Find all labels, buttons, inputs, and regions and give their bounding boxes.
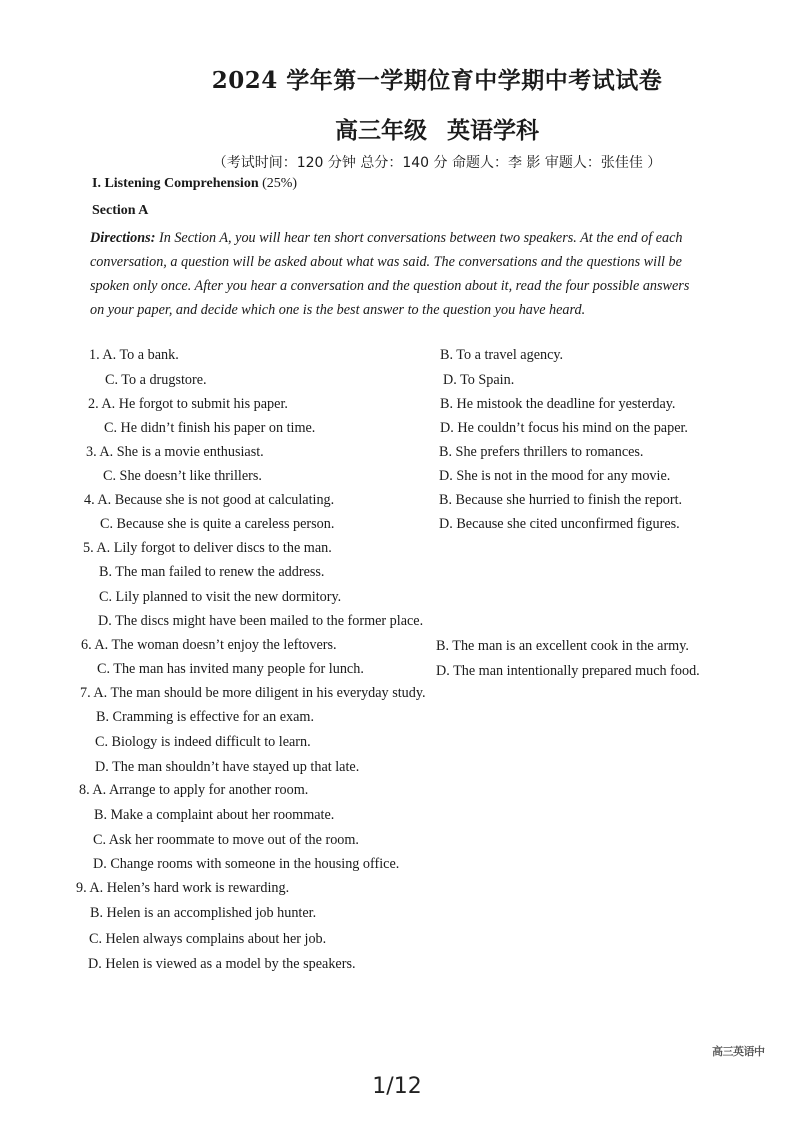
q3-option-b: B. She prefers thrillers to romances. bbox=[439, 444, 644, 460]
q8-option-b: B. Make a complaint about her roommate. bbox=[94, 807, 335, 823]
q4-option-b: B. Because she hurried to finish the report. bbox=[439, 492, 683, 508]
q2-option-b: B. He mistook the deadline for yesterday. bbox=[440, 396, 676, 412]
exam-title: 2024 学年第一学期位育中学期中考试试卷 bbox=[211, 67, 663, 94]
subject-label: 英语学科 bbox=[447, 117, 539, 144]
q2-option-a: 2. A. He forgot to submit his paper. bbox=[88, 396, 288, 412]
q1-option-d: D. To Spain. bbox=[443, 372, 515, 388]
q6-option-c: C. The man has invited many people for lunch. bbox=[97, 661, 364, 677]
q4-option-a: 4. A. Because she is not good at calculating. bbox=[84, 492, 335, 508]
q6-option-d: D. The man intentionally prepared much food. bbox=[436, 663, 700, 679]
exam-meta: （考试时间：120 分钟 总分：140 分 命题人：李 影 审题人：张佳佳 ） bbox=[212, 155, 662, 171]
q3-option-a: 3. A. She is a movie enthusiast. bbox=[86, 444, 264, 460]
directions-line: conversation, a question will be asked about what was said. The conversations and the questions will be bbox=[90, 254, 682, 270]
section-heading: Section A bbox=[92, 203, 149, 218]
q7-option-b: B. Cramming is effective for an exam. bbox=[96, 709, 315, 725]
grade-subject-line bbox=[0, 112, 794, 145]
q5-option-a: 5. A. Lily forgot to deliver discs to the man. bbox=[83, 540, 332, 556]
q4-option-c: C. Because she is quite a careless person. bbox=[100, 516, 335, 532]
q6-option-a: 6. A. The woman doesn’t enjoy the leftovers. bbox=[81, 637, 337, 653]
page-number: 1/12 bbox=[372, 1074, 422, 1099]
directions bbox=[90, 226, 780, 322]
part-percent: (25%) bbox=[262, 176, 298, 191]
q5-option-d: D. The discs might have been mailed to the former place. bbox=[98, 613, 424, 629]
grade-label: 高三年级 bbox=[334, 117, 427, 144]
q2-option-c: C. He didn’t finish his paper on time. bbox=[104, 420, 316, 436]
q8-option-c: C. Ask her roommate to move out of the room. bbox=[93, 832, 359, 848]
q8-option-d: D. Change rooms with someone in the housing office. bbox=[93, 856, 400, 872]
part-title: I. Listening Comprehension bbox=[92, 176, 259, 191]
q6-option-b: B. The man is an excellent cook in the army. bbox=[436, 638, 689, 654]
q1-option-c: C. To a drugstore. bbox=[105, 372, 207, 388]
directions-line: Directions: In Section A, you will hear ten short conversations between two speakers. At the end of each bbox=[90, 230, 683, 246]
q1-option-a: 1. A. To a bank. bbox=[89, 347, 179, 363]
q9-option-b: B. Helen is an accomplished job hunter. bbox=[90, 905, 317, 921]
q3-option-d: D. She is not in the mood for any movie. bbox=[439, 468, 671, 484]
q9-option-d: D. Helen is viewed as a model by the speakers. bbox=[88, 956, 356, 972]
q1-option-b: B. To a travel agency. bbox=[440, 347, 564, 363]
q5-option-c: C. Lily planned to visit the new dormitory. bbox=[99, 589, 342, 605]
q9-option-c: C. Helen always complains about her job. bbox=[89, 931, 327, 947]
q7-option-a: 7. A. The man should be more diligent in his everyday study. bbox=[80, 685, 426, 701]
part-heading bbox=[92, 176, 297, 192]
q8-option-a: 8. A. Arrange to apply for another room. bbox=[79, 782, 309, 798]
q4-option-d: D. Because she cited unconfirmed figures. bbox=[439, 516, 680, 532]
q3-option-c: C. She doesn’t like thrillers. bbox=[103, 468, 262, 484]
footer-mark: 高三英语中 bbox=[712, 1045, 765, 1058]
q5-option-b: B. The man failed to renew the address. bbox=[99, 564, 325, 580]
q2-option-d: D. He couldn’t focus his mind on the paper. bbox=[440, 420, 688, 436]
directions-label: Directions: bbox=[90, 230, 156, 246]
q7-option-d: D. The man shouldn’t have stayed up that late. bbox=[95, 759, 360, 775]
directions-line: on your paper, and decide which one is the best answer to the question you have heard. bbox=[90, 302, 586, 318]
q7-option-c: C. Biology is indeed difficult to learn. bbox=[95, 734, 311, 750]
q9-option-a: 9. A. Helen’s hard work is rewarding. bbox=[76, 880, 290, 896]
directions-line: spoken only once. After you hear a conversation and the question about it, read the four possible answers bbox=[90, 278, 690, 294]
